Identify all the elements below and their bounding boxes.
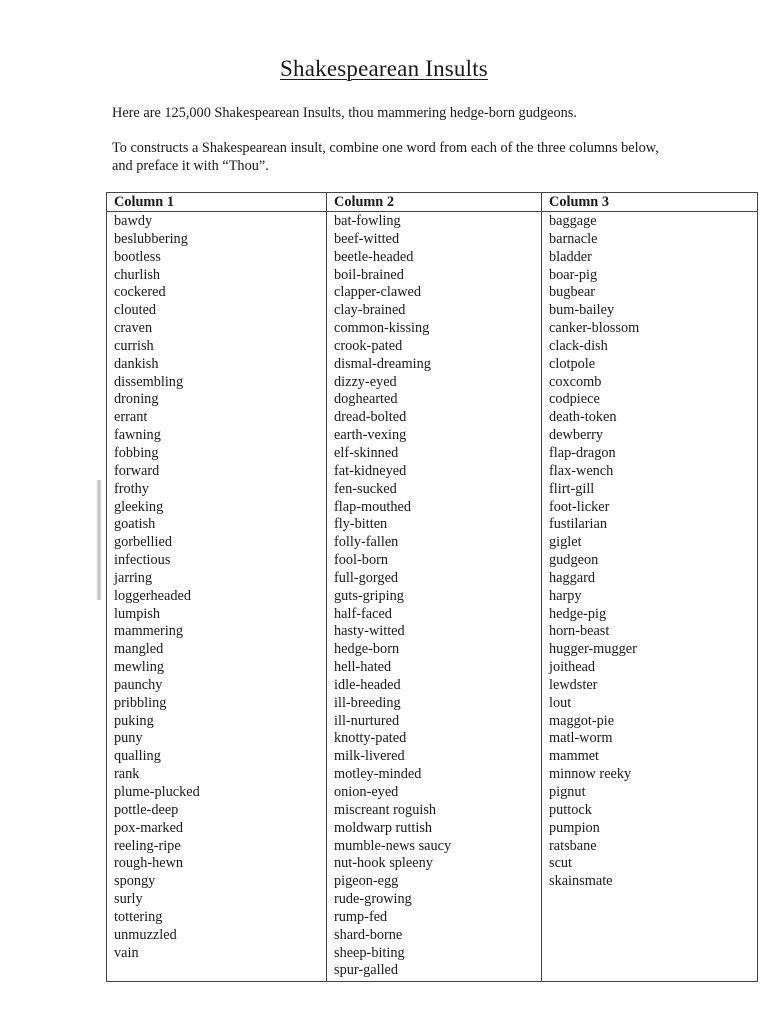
insult-word: guts-griping [334, 587, 404, 604]
insult-word: maggot-pie [549, 712, 615, 729]
insult-word: mammering [114, 623, 184, 640]
insult-word: clotpole [549, 355, 596, 372]
insult-word: pigeon-egg [334, 873, 399, 890]
insult-word: horn-beast [549, 623, 610, 640]
insult-word: coxcomb [549, 373, 602, 390]
insult-word: bladder [549, 248, 592, 265]
column-header-1: Column 1 [107, 193, 327, 212]
insult-word: half-faced [334, 605, 392, 622]
instructions-paragraph: To constructs a Shakespearean insult, combine one word from each of the three columns below, and preface it with “Thou”. [112, 140, 659, 174]
insult-word: beef-witted [334, 230, 400, 247]
insult-word: bum-bailey [549, 302, 615, 319]
insult-word: fly-bitten [334, 516, 388, 533]
insult-word: folly-fallen [334, 534, 399, 551]
insult-word: puttock [549, 801, 592, 818]
insult-word: mangled [114, 641, 164, 658]
insult-word: lout [549, 694, 572, 711]
insult-word: pottle-deep [114, 801, 179, 818]
insult-word: unmuzzled [114, 926, 177, 943]
insult-word: hugger-mugger [549, 641, 637, 658]
insult-word: clack-dish [549, 337, 608, 354]
insult-word: goatish [114, 516, 156, 533]
insult-word: fawning [114, 427, 161, 444]
column-2-cell [327, 212, 542, 982]
table-header-row [107, 193, 758, 212]
insult-word: barnacle [549, 230, 598, 247]
insult-word: boar-pig [549, 266, 598, 283]
insult-word: qualling [114, 748, 161, 765]
insult-word: rump-fed [334, 908, 388, 925]
insult-word: churlish [114, 266, 161, 283]
insult-word: tottering [114, 908, 163, 925]
insult-word: boil-brained [334, 266, 404, 283]
insult-word: joithead [549, 659, 596, 676]
insult-word: spongy [114, 873, 156, 890]
insult-word: death-token [549, 409, 617, 426]
insult-word: clapper-clawed [334, 284, 422, 301]
insult-word: gleeking [114, 498, 164, 515]
insult-word: rough-hewn [114, 855, 184, 872]
insult-word: full-gorged [334, 569, 399, 586]
insult-word: fat-kidneyed [334, 462, 407, 479]
insult-word: pignut [549, 784, 586, 800]
insult-word: ill-nurtured [334, 712, 400, 729]
insult-word: lewdster [549, 676, 598, 693]
insult-word: vain [114, 944, 139, 961]
insult-word: harpy [549, 587, 582, 604]
insult-word: canker-blossom [549, 320, 640, 337]
page-title: Shakespearean Insults [280, 56, 488, 81]
column-header-3: Column 3 [542, 193, 758, 212]
insult-word: fool-born [334, 552, 388, 569]
insult-word: doghearted [334, 391, 398, 408]
insult-word: droning [114, 391, 159, 408]
insult-word: currish [114, 337, 154, 354]
insult-word: surly [114, 891, 143, 908]
insult-word: beslubbering [114, 230, 188, 247]
table-body-row [107, 212, 758, 982]
insult-word: idle-headed [334, 676, 401, 693]
insult-word: shard-borne [334, 926, 403, 943]
insult-word: haggard [549, 569, 596, 586]
insult-word: flap-dragon [549, 444, 616, 461]
insult-word: clouted [114, 302, 157, 319]
insult-word: ratsbane [549, 837, 597, 854]
intro-paragraph: Here are 125,000 Shakespearean Insults, thou mammering hedge-born gudgeons. [112, 105, 577, 121]
insult-word: elf-skinned [334, 444, 399, 461]
insult-word: dankish [114, 355, 159, 372]
insult-word: nut-hook spleeny [334, 855, 433, 872]
insult-word: crook-pated [334, 337, 403, 354]
insult-word: dewberry [549, 427, 603, 444]
insult-word: spur-galled [334, 962, 399, 979]
insult-word: knotty-pated [334, 730, 407, 747]
insult-word: forward [114, 462, 160, 479]
insult-word: clay-brained [334, 302, 406, 319]
insult-word: jarring [114, 569, 153, 586]
insult-word: mammet [549, 748, 600, 765]
insult-word: dizzy-eyed [334, 373, 397, 390]
insult-word: pribbling [114, 694, 167, 711]
insult-word: rude-growing [334, 891, 412, 908]
insult-word: paunchy [114, 676, 163, 693]
insult-word: pox-marked [114, 819, 184, 836]
insult-word: milk-livered [334, 748, 405, 765]
insult-word: fen-sucked [334, 480, 397, 497]
insult-word: reeling-ripe [114, 837, 181, 854]
insult-word: earth-vexing [334, 427, 407, 444]
insult-word: hell-hated [334, 659, 392, 676]
insult-word: mumble-news saucy [334, 837, 452, 854]
insult-word: loggerheaded [114, 587, 192, 604]
insult-word: fustilarian [549, 516, 607, 533]
insult-word: matl-worm [549, 730, 613, 747]
insult-word: ill-breeding [334, 694, 401, 711]
insult-word: plume-plucked [114, 784, 200, 800]
insult-word: codpiece [549, 391, 600, 408]
insult-word: craven [114, 320, 153, 337]
insult-word: lumpish [114, 605, 161, 622]
insult-word: bootless [114, 248, 161, 265]
insults-table [106, 192, 758, 982]
column-3-cell [542, 212, 758, 982]
insult-word: puny [114, 730, 143, 747]
insult-word: mewling [114, 659, 165, 676]
insult-word: hasty-witted [334, 623, 405, 640]
insult-word: common-kissing [334, 320, 430, 337]
insult-word: minnow reeky [549, 766, 632, 783]
scan-shadow [96, 480, 102, 600]
insult-word: onion-eyed [334, 784, 399, 800]
insult-word: hedge-born [334, 641, 400, 658]
insult-word: moldwarp ruttish [334, 819, 433, 836]
insult-word: errant [114, 409, 148, 426]
insult-word: skainsmate [549, 873, 613, 890]
insult-word: giglet [549, 534, 582, 551]
insult-word: flax-wench [549, 462, 614, 479]
column-header-2: Column 2 [327, 193, 542, 212]
insult-word: cockered [114, 284, 166, 301]
insult-word: flirt-gill [549, 480, 595, 497]
insult-word: beetle-headed [334, 248, 414, 265]
insult-word: flap-mouthed [334, 498, 412, 515]
insult-word: baggage [549, 213, 597, 229]
insult-word: frothy [114, 480, 149, 497]
insult-word: fobbing [114, 444, 159, 461]
insult-word: bugbear [549, 284, 596, 301]
insult-word: bat-fowling [334, 213, 401, 229]
insult-word: dread-bolted [334, 409, 407, 426]
insult-word: puking [114, 712, 154, 729]
insult-word: bawdy [114, 213, 153, 229]
insult-word: sheep-biting [334, 944, 405, 961]
insult-word: gorbellied [114, 534, 172, 551]
insult-word: gudgeon [549, 552, 599, 569]
insult-word: pumpion [549, 819, 600, 836]
insult-word: rank [114, 766, 140, 783]
insult-word: miscreant roguish [334, 801, 437, 818]
insult-word: motley-minded [334, 766, 422, 783]
insult-word: dissembling [114, 373, 184, 390]
insult-word: infectious [114, 552, 171, 569]
insult-word: scut [549, 855, 573, 872]
column-1-cell [107, 212, 327, 982]
insult-word: hedge-pig [549, 605, 607, 622]
insult-word: dismal-dreaming [334, 355, 431, 372]
insult-word: foot-licker [549, 498, 610, 515]
